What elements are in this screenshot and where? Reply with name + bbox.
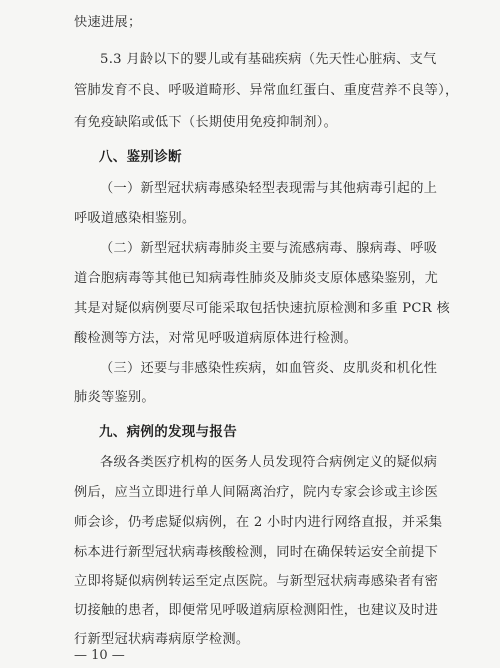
text-line-content: 立即将疑似病例转运至定点医院。与新型冠状病毒感染者有密 xyxy=(74,574,439,589)
text-line-content: （一）新型冠状病毒感染轻型表现需与其他病毒引起的上 xyxy=(100,181,438,196)
text-line xyxy=(0,268,500,290)
text-line xyxy=(0,358,500,380)
text-line-content: 切接触的患者，即便常见呼吸道病原检测阳性，也建议及时进 xyxy=(74,603,439,618)
text-line xyxy=(0,208,500,230)
text-line-content: 其是对疑似病例要尽可能采取包括快速抗原检测和多重 PCR 核 xyxy=(74,301,450,316)
text-line xyxy=(0,49,500,71)
text-line-content: 标本进行新型冠状病毒核酸检测，同时在确保转运安全前提下 xyxy=(74,545,439,560)
text-line-content: 有免疫缺陷或低下（长期使用免疫抑制剂）。 xyxy=(74,115,338,130)
text-line xyxy=(0,12,500,34)
text-line-content: （三）还要与非感染性疾病，如血管炎、皮肌炎和机化性 xyxy=(100,361,438,376)
text-line xyxy=(0,238,500,260)
text-line-content: 5.3 月龄以下的婴儿或有基础疾病（先天性心脏病、支气 xyxy=(100,52,437,67)
section-heading-text: 九、病例的发现与报告 xyxy=(99,424,237,440)
text-line xyxy=(0,178,500,200)
text-line xyxy=(0,112,500,134)
text-line-content: 例后，应当立即进行单人间隔离治疗，院内专家会诊或主诊医 xyxy=(74,485,439,500)
text-line xyxy=(0,387,500,409)
text-line xyxy=(0,542,500,564)
text-line xyxy=(0,571,500,593)
text-line-content: 快速进展； xyxy=(74,15,142,30)
text-line xyxy=(0,80,500,102)
text-line xyxy=(0,482,500,504)
section-heading xyxy=(0,146,500,168)
text-line-content: 肺炎等鉴别。 xyxy=(74,390,155,405)
section-heading-text: 八、鉴别诊断 xyxy=(99,149,182,165)
text-line xyxy=(0,512,500,534)
text-line-content: 酸检测等方法，对常见呼吸道病原体进行检测。 xyxy=(74,331,358,346)
text-line-content: 行新型冠状病毒病原学检测。 xyxy=(74,632,250,647)
text-line-content: （二）新型冠状病毒肺炎主要与流感病毒、腺病毒、呼吸 xyxy=(100,241,438,256)
text-line-content: 师会诊，仍考虑疑似病例，在 2 小时内进行网络直报，并采集 xyxy=(74,515,443,530)
text-line xyxy=(0,328,500,350)
text-line xyxy=(0,600,500,622)
text-line xyxy=(0,298,500,320)
section-heading xyxy=(0,421,500,443)
text-line xyxy=(0,452,500,474)
page-number: — 10 — xyxy=(74,648,125,663)
text-line-content: 呼吸道感染相鉴别。 xyxy=(74,211,196,226)
text-line-content: 各级各类医疗机构的医务人员发现符合病例定义的疑似病 xyxy=(100,455,438,470)
text-line-content: 管肺发育不良、呼吸道畸形、异常血红蛋白、重度营养不良等）， xyxy=(74,83,459,98)
text-line-content: 道合胞病毒等其他已知病毒性肺炎及肺炎支原体感染鉴别，尤 xyxy=(74,271,439,286)
